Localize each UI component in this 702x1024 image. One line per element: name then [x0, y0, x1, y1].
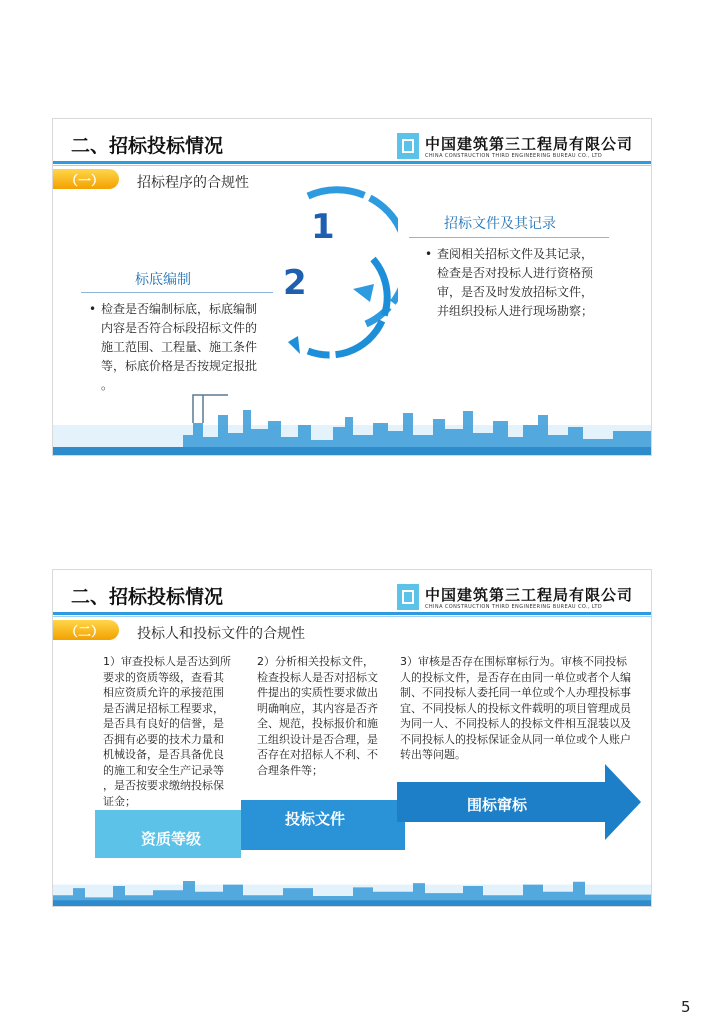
right-line-3: 审，是否及时发放招标文件， — [437, 285, 594, 299]
slide-1 — [52, 118, 652, 456]
column-3-text — [400, 654, 631, 763]
left-line-3: 施工范围、工程量、施工条件 — [101, 340, 258, 354]
step-label-2: 投标文件 — [285, 810, 346, 828]
col3-line: 不同投标人的投标保证金从同一单位或个人账户 — [400, 732, 631, 746]
col3-line: 制、不同投标人委托同一单位或个人办理投标事 — [400, 686, 631, 699]
col2-line: 否存在对招标人不利、不 — [257, 748, 378, 761]
header-divider-thin — [53, 616, 651, 617]
company-logo — [397, 133, 645, 163]
section-tab-label: （一） — [65, 174, 105, 189]
right-bullet — [437, 245, 593, 321]
section-tab-label: （二） — [65, 625, 105, 640]
col1-line: 1）审查投标人是否达到所 — [103, 655, 231, 668]
city-skyline-graphic — [53, 856, 651, 906]
left-line-5: 。 — [101, 378, 114, 392]
header-divider-thin — [53, 165, 651, 166]
right-line-1: • 查阅相关招标文件及其记录， — [437, 247, 594, 261]
col3-line: 宜、不同投标人的投标文件载明的项目管理成员 — [400, 701, 631, 715]
step-label-3: 围标窜标 — [467, 796, 528, 814]
col1-line: 是否具有良好的信誉，是 — [103, 717, 224, 730]
col3-line: 为同一人、不同投标人的投标文件相互混装以及 — [400, 717, 631, 730]
company-name-cn: 中国建筑第三工程局有限公司 — [425, 135, 634, 153]
section-title: 投标人和投标文件的合规性 — [137, 626, 305, 642]
section-title: 招标程序的合规性 — [137, 175, 249, 191]
section-tab — [53, 169, 119, 189]
company-logo — [397, 584, 645, 614]
page-number: 5 — [681, 998, 691, 1016]
col2-line: 检查投标人是否对招标文 — [257, 670, 378, 684]
col2-line: 明确响应，其内容是否齐 — [257, 701, 378, 715]
col3-line: 转出等问题。 — [400, 748, 466, 761]
header-divider — [53, 161, 651, 164]
left-line-1: • 检查是否编制标底，标底编制 — [101, 302, 258, 316]
left-heading-rule — [81, 292, 273, 293]
slide-title: 二、招标投标情况 — [71, 135, 224, 157]
section-tab — [53, 620, 119, 640]
col3-line: 人的投标文件，是否存在由同一单位或者个人编 — [400, 670, 631, 684]
step-number-2: 2 — [283, 263, 307, 303]
left-bullet — [101, 300, 257, 395]
col2-line: 件提出的实质性要求做出 — [257, 686, 378, 699]
step-number-1: 1 — [311, 207, 335, 247]
column-2-text — [257, 654, 378, 778]
right-line-2: 检查是否对投标人进行资格预 — [437, 266, 594, 280]
col1-line: 要求的资质等级，查看其 — [103, 670, 224, 684]
left-heading: 标底编制 — [135, 272, 191, 288]
company-name-en: CHINA CONSTRUCTION THIRD ENGINEERING BUREAU CO., LTD — [425, 604, 603, 610]
col3-line: 3）审核是否存在围标窜标行为。审核不同投标 — [400, 655, 627, 668]
slide-2 — [52, 569, 652, 907]
col2-line: 合理条件等； — [257, 763, 323, 777]
company-emblem-icon — [397, 133, 419, 159]
col2-line: 工组织设计是否合理，是 — [257, 732, 378, 746]
right-heading-rule — [409, 237, 609, 238]
slide-title: 二、招标投标情况 — [71, 586, 224, 608]
company-name-en: CHINA CONSTRUCTION THIRD ENGINEERING BUREAU CO., LTD — [425, 153, 603, 159]
company-emblem-icon — [397, 584, 419, 610]
col1-line: 相应资质允许的承接范围 — [103, 686, 224, 699]
left-line-2: 内容是否符合标段招标文件的 — [101, 321, 258, 335]
col1-line: 的施工和安全生产记录等 — [103, 763, 224, 777]
col1-line: 否拥有必要的技术力量和 — [103, 732, 224, 746]
company-name-cn: 中国建筑第三工程局有限公司 — [425, 586, 634, 604]
header-divider — [53, 612, 651, 615]
city-skyline-graphic — [53, 385, 651, 455]
left-line-4: 等，标底价格是否按规定报批 — [101, 359, 258, 373]
col1-line: 证金； — [103, 794, 136, 808]
step-label-1: 资质等级 — [141, 830, 202, 848]
right-line-4: 并组织投标人进行现场勘察； — [437, 304, 594, 318]
col2-line: 2）分析相关投标文件， — [257, 655, 374, 668]
col1-line: 机械设备，是否具备优良 — [103, 748, 224, 761]
col1-line: ，是否按要求缴纳投标保 — [103, 779, 224, 792]
col1-line: 是否满足招标工程要求， — [103, 701, 224, 715]
col2-line: 全、规范，投标报价和施 — [257, 717, 378, 730]
right-heading: 招标文件及其记录 — [444, 216, 556, 232]
